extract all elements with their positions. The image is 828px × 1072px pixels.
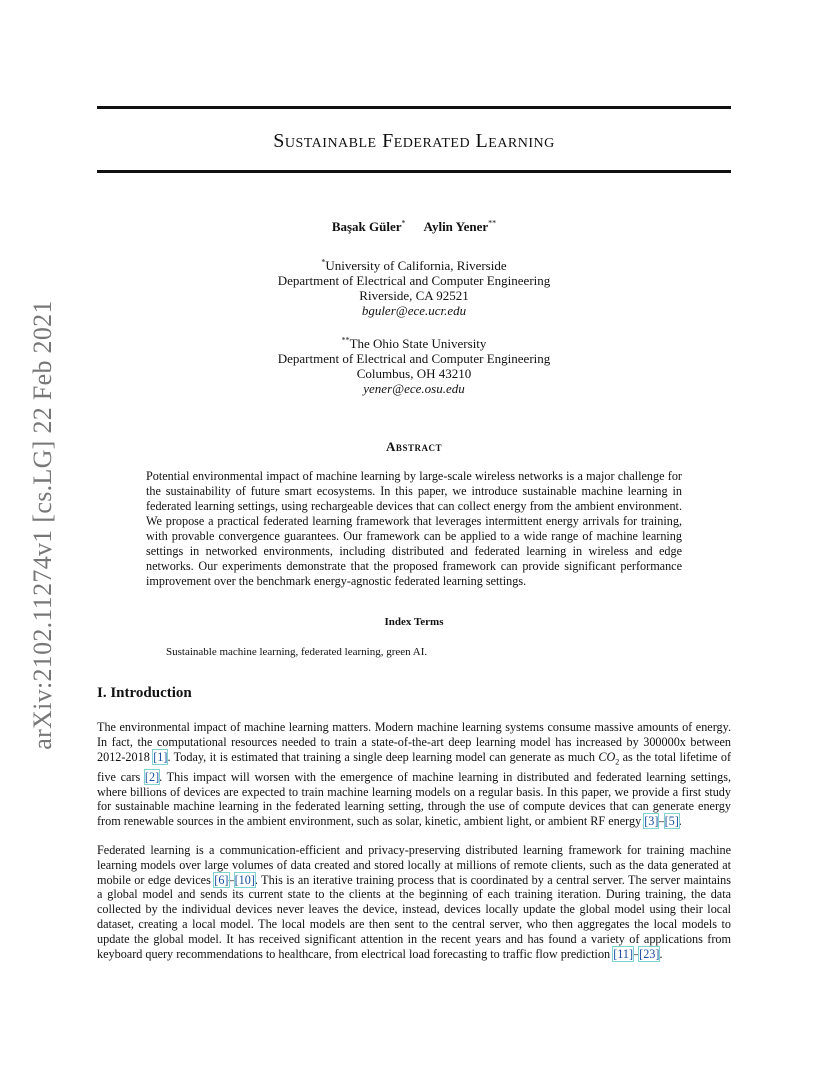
author-list (97, 219, 731, 235)
affiliation-department: Department of Electrical and Computer Engineering (277, 351, 551, 366)
paragraph-text: . Today, it is estimated that training a single deep learning model can generate as much (167, 749, 599, 764)
paper-title: Sustainable Federated Learning (273, 130, 555, 152)
paragraph-text: Federated learning is a communication-efficient and privacy-preserving distributed learning framework for training machine learning models over large volumes of data created and stored locally at millions of remote clients, such as the data generated at mobile or edge devices (97, 843, 731, 887)
affiliation-mark: ** (341, 335, 350, 345)
arxiv-identifier: arXiv:2102.11274v1 [cs.LG] 22 Feb 2021 (28, 300, 57, 750)
arxiv-sidebar (18, 290, 68, 760)
affiliation-block (97, 336, 731, 396)
paragraph-text: . This is an iterative training process that is coordinated by a central server. The server maintains a global model and sends its current state to the clients at the beginning of each training iteration. During training, the data collected by the individual devices never leaves the device, instead, devices locally update the global model using their local dataset, creating a local model. The local models are then sent to the central server, who then aggregates the local models to update the global model. It has received significant attention in the recent years and has found a variety of applications from keyboard query recommendations to healthcare, from electrical load forecasting to traffic flow prediction (97, 872, 731, 961)
intro-paragraph (97, 720, 731, 829)
citation-range-dash: – (658, 814, 665, 829)
affiliation-block (97, 258, 731, 318)
affiliation-city: Columbus, OH 43210 (356, 366, 472, 381)
citation-link[interactable]: [10] (234, 872, 255, 887)
paragraph-text: . This impact will worsen with the emergence of machine learning in distributed and federated learning settings, where billions of devices are expected to train machine learning models on a regular basis. In this paper, we provide a first study for sustainable machine learning in the federated learning setting, through the use of compute devices that can generate energy from renewable sources in the ambient environment, such as solar, kinetic, ambient light, or ambient RF energy (97, 769, 731, 829)
citation-link[interactable]: [5] (664, 814, 679, 829)
paragraph-text: as the total lifetime of five cars (97, 749, 732, 784)
paragraph-text: . (659, 946, 663, 961)
affiliation-city: Riverside, CA 92521 (359, 288, 469, 303)
title-rule-top (97, 106, 731, 109)
author-email-link[interactable]: bguler@ece.ucr.edu (361, 303, 467, 318)
affiliation-institution: The Ohio State University (349, 336, 487, 351)
affiliation-department: Department of Electrical and Computer Engineering (277, 273, 551, 288)
author-email-link[interactable]: yener@ece.osu.edu (363, 381, 465, 396)
title-rule-bottom (97, 170, 731, 173)
citation-link[interactable]: [2] (144, 769, 160, 784)
paragraph-text: The environmental impact of machine learning matters. Modern machine learning systems consume massive amounts of energy. In fact, the computational resources needed to train a state-of-the-art deep learning model has increased by 300000x between 2012-2018 (97, 720, 731, 764)
author-mark: * (401, 218, 406, 228)
citation-link[interactable]: [23] (639, 946, 660, 961)
abstract-text: Potential environmental impact of machine learning by large-scale wireless networks is a major challenge for the sustainability of future smart ecosystems. In this paper, we introduce sustainable machine learning in federated learning settings, using rechargeable devices that can collect energy from the ambient environment. We propose a practical federated learning framework that leverages intermittent energy arrivals for training, with provable convergence guarantees. Our framework can be applied to a wide range of machine learning settings in networked environments, including distributed and federated learning in wireless and edge networks. Our experiments demonstrate that the proposed framework can provide significant performance improvement over the benchmark energy-agnostic federated learning settings. (146, 469, 682, 588)
formula-base: CO (598, 749, 616, 764)
affiliation-institution: University of California, Riverside (325, 258, 507, 273)
author-mark: ** (488, 218, 497, 228)
citation-range-dash: – (633, 946, 640, 961)
author-name: Başak Güler (331, 219, 402, 234)
paragraph-text: . (678, 814, 682, 829)
intro-paragraph (97, 843, 731, 961)
abstract-heading: Abstract (386, 439, 442, 454)
citation-link[interactable]: [11] (613, 946, 634, 961)
citation-link[interactable]: [1] (153, 749, 168, 764)
citation-link[interactable]: [6] (214, 872, 229, 887)
author-name: Aylin Yener (423, 219, 489, 234)
citation-range-dash: – (228, 872, 235, 887)
formula-subscript: 2 (615, 757, 620, 767)
affiliation-mark: * (321, 257, 326, 267)
index-terms-heading: Index Terms (384, 616, 444, 628)
citation-link[interactable]: [3] (644, 814, 659, 829)
index-terms-text: Sustainable machine learning, federated learning, green AI. (166, 646, 428, 658)
section-heading-introduction: I. Introduction (97, 685, 192, 701)
co2-formula (598, 750, 615, 764)
